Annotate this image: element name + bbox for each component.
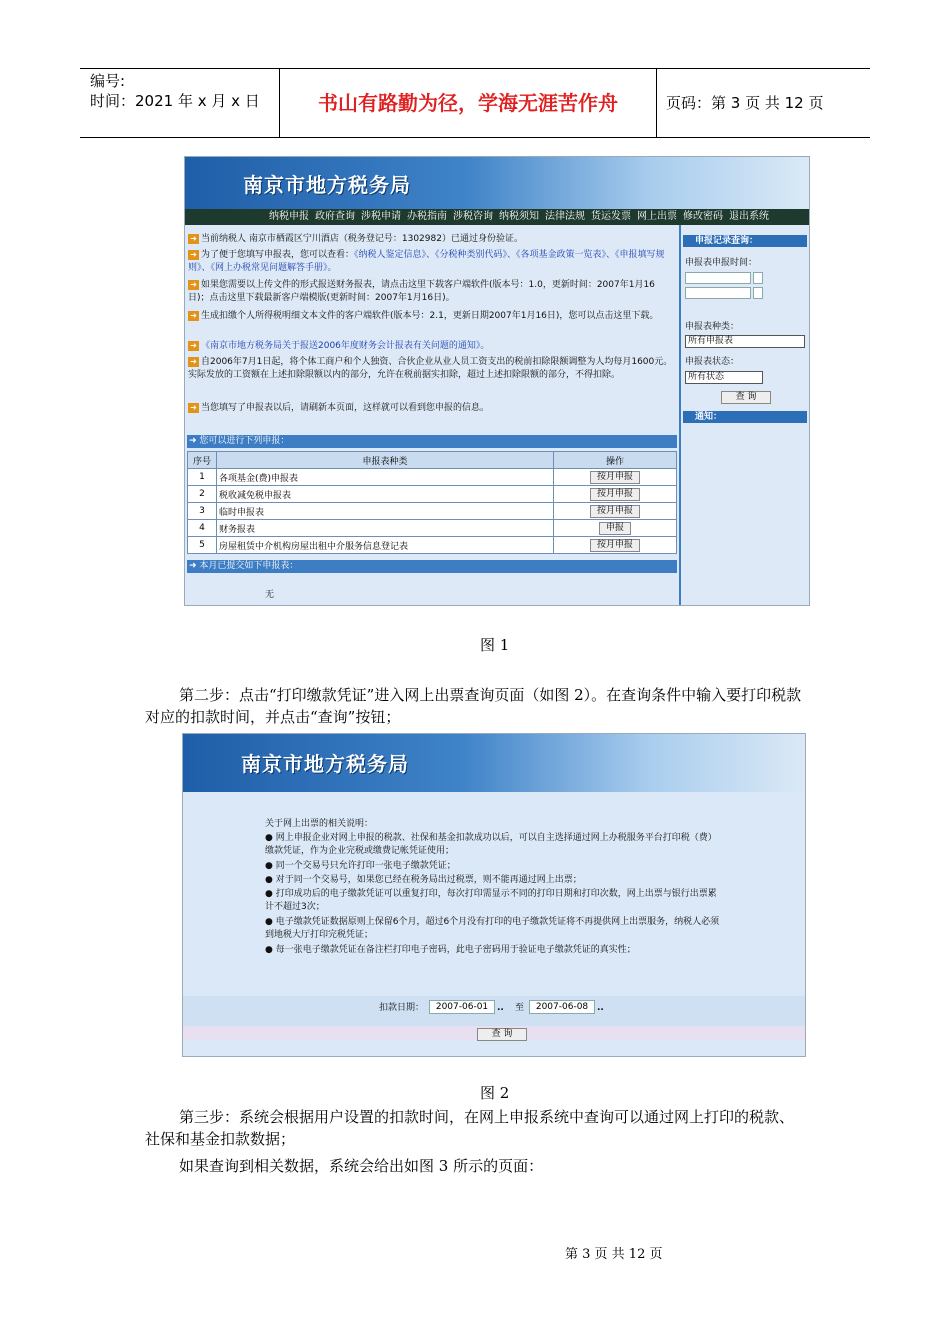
- table-row: 4 财务报表 申报: [188, 520, 677, 537]
- query-button[interactable]: 查 询: [721, 391, 771, 404]
- date-picker-icon[interactable]: ..: [497, 1003, 504, 1013]
- notice-title: 通知：: [683, 411, 807, 423]
- declaration-table: [187, 451, 677, 554]
- section-bar-submitted: ➜ 本月已提交如下申报表：: [187, 560, 677, 573]
- query-button[interactable]: 查 询: [477, 1028, 527, 1041]
- table-row: 3 临时申报表 按月申报: [188, 503, 677, 520]
- declare-button[interactable]: 申报: [599, 522, 631, 535]
- arrow-icon: ➜: [188, 357, 199, 367]
- nav-item[interactable]: 退出系统: [729, 211, 769, 222]
- date-to-input[interactable]: 2007-06-08: [529, 1000, 595, 1014]
- declare-button[interactable]: 按月申报: [590, 539, 640, 552]
- paragraph-result: 如果查询到相关数据，系统会给出如图 3 所示的页面：: [179, 1157, 544, 1175]
- to-label: 至: [515, 1003, 525, 1013]
- note-item: ● 电子缴款凭证数据原则上保留6个月，超过6个月没有打印的电子缴款凭证将不再提供网上出票服务，纳税人必须到地税大厅打印完税凭证；: [265, 917, 720, 940]
- col-header: 申报表种类: [217, 452, 554, 469]
- declare-button[interactable]: 按月申报: [590, 505, 640, 518]
- declare-button[interactable]: 按月申报: [590, 471, 640, 484]
- col-header: 操作: [554, 452, 677, 469]
- paragraph-step2: 第二步：点击“打印缴款凭证”进入网上出票查询页面（如图 2）。在查询条件中输入要打印税款对应的扣款时间，并点击“查询”按钮；: [145, 686, 802, 726]
- date-from-input[interactable]: 2007-06-01: [429, 1000, 495, 1014]
- date-picker-button[interactable]: [753, 287, 763, 299]
- banner-title: 南京市地方税务局: [241, 752, 409, 776]
- arrow-icon: ➜: [188, 403, 199, 413]
- motto: 书山有路勤为径，学海无涯苦作舟: [280, 69, 657, 137]
- arrow-icon: ➜: [188, 341, 199, 351]
- caption-1: 图 1: [480, 636, 510, 654]
- nav-item[interactable]: 纳税申报: [269, 211, 309, 222]
- none-text: 无: [265, 590, 275, 600]
- arrow-icon: ➜: [188, 250, 199, 260]
- msg-auth: ➜ 当前纳税人 南京市栖霞区宁川酒店（税务登记号：1302982）已通过身份验证。: [188, 233, 676, 246]
- sidebar-divider: [679, 225, 681, 605]
- nav-item[interactable]: 政府查询: [315, 211, 355, 222]
- deduct-date-label: 扣款日期：: [379, 1003, 425, 1013]
- page-header: [80, 68, 870, 138]
- status-label: 申报表状态：: [685, 357, 740, 367]
- header-left-cell: [80, 69, 280, 137]
- figure-2-screenshot: [182, 733, 806, 1057]
- table-header-row: [188, 452, 677, 469]
- msg-client: ➜ 生成扣缴个人所得税明细文本文件的客户端软件(版本号：2.1，更新日期2007年1月16日)，您可以点击这里下载。: [188, 310, 676, 323]
- nav-item[interactable]: 法律法规: [545, 211, 585, 222]
- nav-bar: [185, 209, 809, 225]
- table-row: 5 房屋租赁中介机构房屋出租中介服务信息登记表 按月申报: [188, 537, 677, 554]
- declare-button[interactable]: 按月申报: [590, 488, 640, 501]
- banner: [183, 734, 805, 792]
- figure-1-screenshot: [184, 156, 810, 606]
- col-header: 序号: [188, 452, 217, 469]
- note-item: ● 对于同一个交易号，如果您已经在税务局出过税票，则不能再通过网上出票；: [265, 875, 582, 885]
- msg-notice-link[interactable]: ➜ 《南京市地方税务局关于报送2006年度财务会计报表有关问题的通知》。: [188, 340, 676, 353]
- number-label: 编号:: [90, 72, 126, 90]
- msg-refresh: ➜ 当您填写了申报表以后，请刷新本页面，这样就可以看到您申报的信息。: [188, 402, 676, 415]
- date-from-input[interactable]: [685, 272, 751, 284]
- msg-links: ➜ 为了便于您填写申报表，您可以查看：《纳税人鉴定信息》、《分税种类别代码》、《各项基金政策一览表》、《申报填写规则》、《网上办税常见问题解答手册》。: [188, 249, 665, 273]
- table-row: 1 各项基金(费)申报表 按月申报: [188, 469, 677, 486]
- type-label: 申报表种类：: [685, 322, 740, 332]
- sidebar-title: 申报记录查询：: [683, 235, 807, 247]
- nav-item[interactable]: 修改密码: [683, 211, 723, 222]
- note-item: ● 网上申报企业对网上申报的税款、社保和基金扣款成功以后，可以自主选择通过网上办税服务平台打印税（费）缴款凭证，作为企业完税或缴费记帐凭证使用；: [265, 833, 717, 856]
- table-row: 2 税收减免税申报表 按月申报: [188, 486, 677, 503]
- page-footer: 第 3 页 共 12 页: [565, 1247, 663, 1262]
- msg-download: ➜ 如果您需要以上传文件的形式报送财务报表，请点击这里下载客户端软件(版本号：1.0，更新时间：2007年1月16日)；点击这里下载最新客户端模版(更新时间：2007年1月16日)。: [188, 279, 655, 303]
- nav-item[interactable]: 涉税申请: [361, 211, 401, 222]
- date-to-input[interactable]: [685, 287, 751, 299]
- date-picker-icon[interactable]: ..: [597, 1003, 604, 1013]
- banner: [185, 157, 809, 209]
- note-item: ● 同一个交易号只允许打印一张电子缴款凭证；: [265, 861, 456, 871]
- doc-links[interactable]: 《纳税人鉴定信息》、《分税种类别代码》、《各项基金政策一览表》、《申报填写规则》、《网上办税常见问题解答手册》。: [188, 250, 665, 273]
- arrow-icon: ➜: [188, 280, 199, 290]
- arrow-icon: ➜: [188, 311, 199, 321]
- date-label: 申报表申报时间：: [685, 258, 758, 268]
- time-label: 时间：2021 年 x 月 x 日: [90, 92, 260, 110]
- section-bar-available: ➜ 您可以进行下列申报：: [187, 435, 677, 448]
- date-picker-button[interactable]: [753, 272, 763, 284]
- nav-item[interactable]: 涉税咨询: [453, 211, 493, 222]
- paragraph-step3: 第三步：系统会根据用户设置的扣款时间，在网上申报系统中查询可以通过网上打印的税款、社保和基金扣款数据；: [145, 1108, 795, 1148]
- notes-intro: 关于网上出票的相关说明：: [265, 819, 374, 829]
- caption-2: 图 2: [480, 1084, 510, 1102]
- type-select[interactable]: 所有申报表: [685, 335, 805, 348]
- nav-item[interactable]: 办税指南: [407, 211, 447, 222]
- nav-item[interactable]: 货运发票: [591, 211, 631, 222]
- note-item: ● 打印成功后的电子缴款凭证可以重复打印，每次打印需显示不同的打印日期和打印次数，网上出票与银行出票累计不超过3次；: [265, 889, 717, 912]
- banner-title: 南京市地方税务局: [243, 173, 411, 197]
- nav-item[interactable]: 网上出票: [637, 211, 677, 222]
- nav-item[interactable]: 纳税须知: [499, 211, 539, 222]
- page-label: 页码：第 3 页 共 12 页: [666, 94, 824, 112]
- msg-policy: ➜ 自2006年7月1日起，将个体工商户和个人独资、合伙企业从业人员工资支出的税前扣除限额调整为人均每月1600元。实际发放的工资额在上述扣除限额以内的部分，允许在税前据实扣除，超过上述扣除限额的部分，不得扣除。: [188, 356, 673, 380]
- arrow-icon: ➜: [188, 234, 199, 244]
- status-select[interactable]: 所有状态: [685, 371, 763, 384]
- note-item: ● 每一张电子缴款凭证在备注栏打印电子密码，此电子密码用于验证电子缴款凭证的真实性；: [265, 945, 636, 955]
